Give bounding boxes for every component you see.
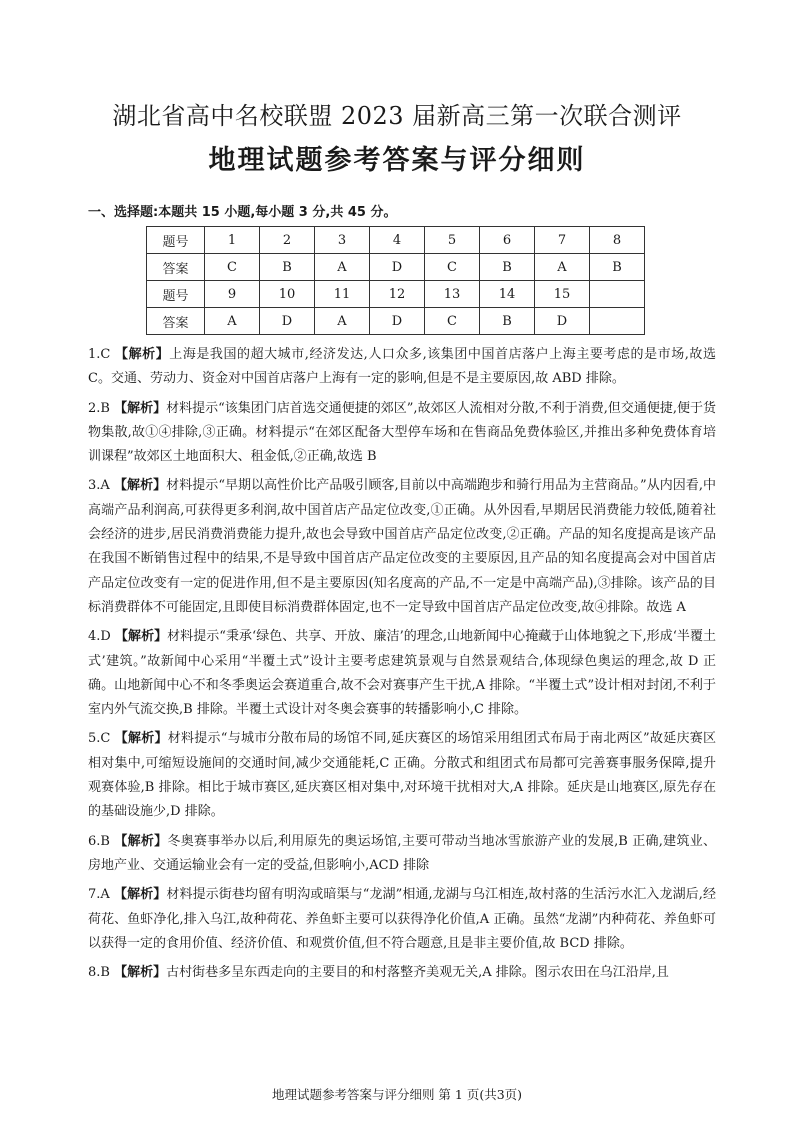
table-cell: 11 xyxy=(315,281,370,308)
table-cell: 15 xyxy=(535,281,590,308)
explanation-text: 材料提示“该集团门店首选交通便捷的郊区”,故郊区人流相对分散,不利于消费,但交通便捷,便于货物集散,故①④排除,③正确。材料提示“在郊区配备大型停车场和在售商品免费体验区,并推出多种免费体育培训课程”故郊区土地面积大、租金低,②正确,故选 B xyxy=(88,400,716,465)
table-cell: A xyxy=(315,254,370,281)
table-cell: D xyxy=(535,308,590,335)
explanation-text: 材料提示“与城市分散布局的场馆不同,延庆赛区的场馆采用组团式布局于南北两区”故延庆赛区相对集中,可缩短设施间的交通时间,减少交通能耗,C 正确。分散式和组团式布局都可完善赛事服务保障,提升观赛体验,B 排除。相比于城市赛区,延庆赛区相对集中,对环境干扰相对大,A 排除。延庆是山地赛区,原先存在的基础设施少,D 排除。 xyxy=(88,731,716,820)
table-cell: D xyxy=(370,308,425,335)
explanation-item xyxy=(88,625,716,722)
table-row xyxy=(147,227,645,254)
analysis-label: 【解析】 xyxy=(114,400,167,416)
explanation-item xyxy=(88,343,716,392)
table-cell: 8 xyxy=(590,227,645,254)
analysis-label: 【解析】 xyxy=(114,965,167,981)
table-header-cell: 题号 xyxy=(147,227,205,254)
table-header-cell: 题号 xyxy=(147,281,205,308)
table-row xyxy=(147,254,645,281)
answer-key: 8.B xyxy=(88,965,110,981)
explanation-text: 冬奥赛事举办以后,利用原先的奥运场馆,主要可带动当地冰雪旅游产业的发展,B 正确,建筑业、房地产业、交通运输业会有一定的受益,但影响小,ACD 排除 xyxy=(88,833,716,873)
table-cell: 1 xyxy=(205,227,260,254)
explanation-text: 材料提示“早期以高性价比产品吸引顾客,目前以中高端跑步和骑行用品为主营商品。”从内因看,中高端产品利润高,可获得更多利润,故中国首店产品定位改变,①正确。从外因看,早期居民消费能力较低,随着社会经济的进步,居民消费消费能力提升,故也会导致中国首店产品定位改变,②正确。产品的知名度提高是该产品在我国不断销售过程中的结果,不是导致中国首店产品定位改变的主要原因,且产品的知名度提高会对中国首店产品定位改变有一定的促进作用,但不是主要原因(知名度高的产品,不一定是中高端产品),③排除。该产品的目标消费群体不可能固定,且即使目标消费群体固定,也不一定导致中国首店产品定位改变,故④排除。故选 A xyxy=(88,478,716,615)
analysis-label: 【解析】 xyxy=(115,629,168,645)
table-header-cell: 答案 xyxy=(147,308,205,335)
explanation-text: 上海是我国的超大城市,经济发达,人口众多,该集团中国首店落户上海主要考虑的是市场,故选 C。交通、劳动力、资金对中国首店落户上海有一定的影响,但是不是主要原因,故 ABD 排除。 xyxy=(88,347,716,387)
table-row xyxy=(147,308,645,335)
answer-key: 3.A xyxy=(88,478,110,494)
document-title: 湖北省高中名校联盟 2023 届新高三第一次联合测评 xyxy=(112,102,682,130)
table-cell: 4 xyxy=(370,227,425,254)
table-cell: D xyxy=(370,254,425,281)
table-cell: B xyxy=(480,308,535,335)
explanation-item xyxy=(88,474,716,620)
table-cell xyxy=(590,281,645,308)
explanation-text: 材料提示“秉承‘绿色、共享、开放、廉洁’的理念,山地新闻中心掩藏于山体地貌之下,形成‘半覆土式’建筑。”故新闻中心采用“半覆土式”设计主要考虑建筑景观与自然景观结合,体现绿色奥运的理念,故 D 正确。山地新闻中心不和冬季奥运会赛道重合,故不会对赛事产生干扰,A 排除。“半覆土式”设计相对封闭,不利于室内外气流交换,B 排除。半覆土式设计对冬奥会赛事的转播影响小,C 排除。 xyxy=(88,629,716,718)
answer-table xyxy=(146,226,645,335)
explanation-text: 古村街巷多呈东西走向的主要目的和村落整齐美观无关,A 排除。图示农田在乌江沿岸,且 xyxy=(166,965,669,981)
answer-key: 5.C xyxy=(88,731,111,747)
explanation-item xyxy=(88,883,716,956)
table-cell: 9 xyxy=(205,281,260,308)
table-cell: 13 xyxy=(425,281,480,308)
analysis-label: 【解析】 xyxy=(114,731,168,747)
analysis-label: 【解析】 xyxy=(114,833,168,849)
section-heading: 一、选择题:本题共 15 小题,每小题 3 分,共 45 分。 xyxy=(88,205,397,220)
table-cell: D xyxy=(260,308,315,335)
table-cell: B xyxy=(260,254,315,281)
table-cell: B xyxy=(480,254,535,281)
table-cell: 10 xyxy=(260,281,315,308)
table-header-cell: 答案 xyxy=(147,254,205,281)
table-row xyxy=(147,281,645,308)
explanation-item xyxy=(88,961,716,985)
table-cell: 6 xyxy=(480,227,535,254)
analysis-label: 【解析】 xyxy=(113,478,167,494)
table-cell: 3 xyxy=(315,227,370,254)
answer-key: 2.B xyxy=(88,400,110,416)
table-cell: B xyxy=(590,254,645,281)
table-cell xyxy=(590,308,645,335)
table-cell: C xyxy=(205,254,260,281)
table-cell: C xyxy=(425,254,480,281)
table-cell: A xyxy=(205,308,260,335)
table-cell: 12 xyxy=(370,281,425,308)
explanations xyxy=(88,343,716,990)
explanation-item xyxy=(88,397,716,470)
page-footer: 地理试题参考答案与评分细则 第 1 页(共3页) xyxy=(271,1087,523,1102)
table-cell: C xyxy=(425,308,480,335)
table-cell: 7 xyxy=(535,227,590,254)
explanation-text: 材料提示街巷均留有明沟或暗渠与“龙湖”相通,龙湖与乌江相连,故村落的生活污水汇入龙湖后,经荷花、鱼虾净化,排入乌江,故种荷花、养鱼虾主要可以获得净化价值,A 正确。虽然“龙湖”内种荷花、养鱼虾可以获得一定的食用价值、经济价值、和观赏价值,但不符合题意,且是非主要价值,故 BCD 排除。 xyxy=(88,887,716,951)
table-cell: 2 xyxy=(260,227,315,254)
table-cell: 14 xyxy=(480,281,535,308)
analysis-label: 【解析】 xyxy=(114,887,167,903)
answer-key: 4.D xyxy=(88,629,111,645)
answer-key: 6.B xyxy=(88,833,110,849)
table-cell: 5 xyxy=(425,227,480,254)
table-cell: A xyxy=(535,254,590,281)
analysis-label: 【解析】 xyxy=(115,347,170,362)
explanation-item xyxy=(88,727,716,824)
document-subtitle: 地理试题参考答案与评分细则 xyxy=(208,145,586,176)
explanation-item xyxy=(88,830,716,879)
table-cell: A xyxy=(315,308,370,335)
answer-key: 7.A xyxy=(88,887,110,903)
answer-key: 1.C xyxy=(88,347,111,362)
